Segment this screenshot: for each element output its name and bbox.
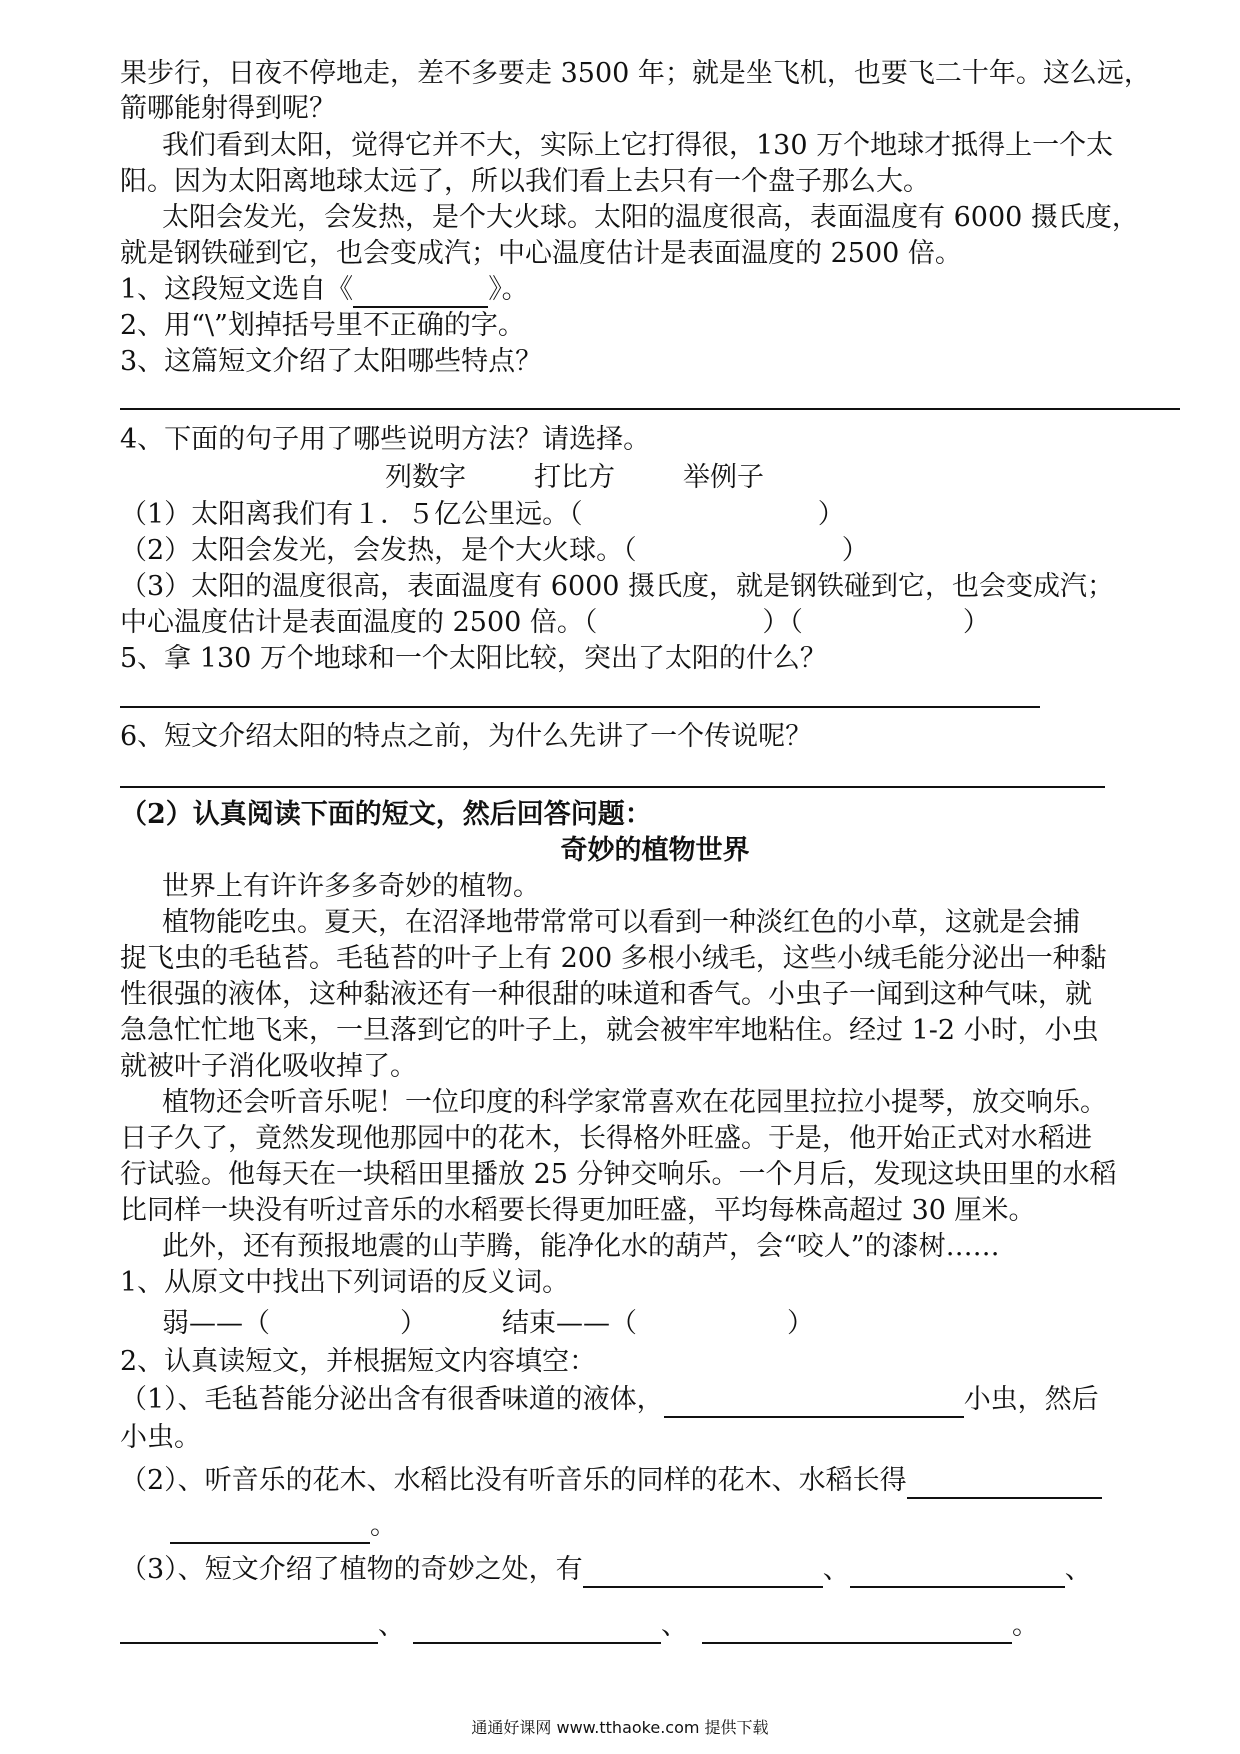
section-heading: （2）认真阅读下面的短文，然后回答问题： <box>120 799 652 830</box>
antonym-row <box>162 1306 1180 1342</box>
passage-line: 性很强的液体，这种黏液还有一种很甜的味道和香气。小虫子一闻到这种气味，就 <box>120 979 1092 1010</box>
question-b2-3 <box>120 1608 1180 1644</box>
question-text: 1、这段短文选自《 <box>120 274 354 305</box>
question-text: （3）、短文介绍了植物的奇妙之处，有 <box>120 1554 583 1585</box>
page-footer: 通通好课网 www.tthaoke.com 提供下载 <box>471 1718 769 1737</box>
answer-blank[interactable] <box>850 1556 1065 1588</box>
passage-line: 我们看到太阳，觉得它并不大，实际上它打得很，130 万个地球才抵得上一个太 <box>162 130 1114 161</box>
question-5: 5、拿 130 万个地球和一个太阳比较，突出了太阳的什么？ <box>120 643 827 674</box>
passage-line: 就被叶子消化吸收掉了。 <box>120 1051 417 1082</box>
answer-line[interactable] <box>120 786 1105 788</box>
question-4: 4、下面的句子用了哪些说明方法？请选择。 <box>120 424 651 455</box>
antonym-label: 结束——（ <box>502 1308 637 1339</box>
question-2: 2、用“\”划掉括号里不正确的字。 <box>120 310 525 341</box>
passage-line: 阳。因为太阳离地球太远了，所以我们看上去只有一个盘子那么大。 <box>120 166 930 197</box>
answer-blank[interactable] <box>583 1556 823 1588</box>
question-text: （2）、听音乐的花木、水稻比没有听音乐的同样的花木、水稻长得 <box>120 1465 907 1496</box>
paren: ） <box>841 535 869 566</box>
paren: ） <box>817 499 845 530</box>
answer-blank[interactable] <box>907 1467 1102 1499</box>
question-b2-1 <box>120 1382 1180 1418</box>
answer-line[interactable] <box>120 706 1040 708</box>
passage-line: 此外，还有预报地震的山芋腾，能净化水的葫芦，会“咬人”的漆树…… <box>162 1231 1000 1262</box>
passage-line: 就是钢铁碰到它，也会变成汽；中心温度估计是表面温度的 2500 倍。 <box>120 238 962 269</box>
passage-title: 奇妙的植物世界 <box>560 835 750 866</box>
passage-line: 急急忙忙地飞来，一旦落到它的叶子上，就会被牢牢地粘住。经过 1-2 小时，小虫 <box>120 1015 1099 1046</box>
paren: ） <box>787 1308 814 1339</box>
option-label: 举例子 <box>683 462 764 493</box>
question-text: （1）太阳离我们有１．５亿公里远。（ <box>120 499 583 530</box>
question-4-3: （3）太阳的温度很高，表面温度有 6000 摄氏度，就是钢铁碰到它，也会变成汽； <box>120 571 1115 602</box>
separator: 、 <box>822 1554 850 1585</box>
option-label: 列数字 <box>385 462 466 493</box>
question-1 <box>120 272 1180 308</box>
answer-blank[interactable] <box>120 1612 378 1644</box>
passage-line: 世界上有许许多多奇妙的植物。 <box>162 871 540 902</box>
question-text: 》。 <box>488 274 529 305</box>
method-options <box>385 460 1180 496</box>
option-label: 打比方 <box>534 462 615 493</box>
answer-blank[interactable] <box>702 1612 1012 1644</box>
passage-line: 植物还会听音乐呢！一位印度的科学家常喜欢在花园里拉拉小提琴，放交响乐。 <box>162 1087 1107 1118</box>
question-b1: 1、从原文中找出下列词语的反义词。 <box>120 1267 570 1298</box>
passage-line: 捉飞虫的毛毡苔。毛毡苔的叶子上有 200 多根小绒毛，这些小绒毛能分泌出一种黏 <box>120 943 1107 974</box>
answer-blank[interactable] <box>353 276 488 308</box>
paren: ） <box>962 607 990 638</box>
question-b2-3 <box>120 1552 1180 1588</box>
answer-blank[interactable] <box>413 1612 661 1644</box>
question-3: 3、这篇短文介绍了太阳哪些特点？ <box>120 346 543 377</box>
answer-blank[interactable] <box>170 1512 370 1544</box>
passage-line: 行试验。他每天在一块稻田里播放 25 分钟交响乐。一个月后，发现这块田里的水稻 <box>120 1159 1117 1190</box>
period: 。 <box>370 1510 397 1541</box>
passage-line: 日子久了，竟然发现他那园中的花木，长得格外旺盛。于是，他开始正式对水稻进 <box>120 1123 1092 1154</box>
passage-line: 太阳会发光，会发热，是个大火球。太阳的温度很高，表面温度有 6000 摄氏度， <box>162 202 1139 233</box>
period: 。 <box>1012 1610 1039 1641</box>
question-text: 中心温度估计是表面温度的 2500 倍。（ <box>120 607 598 638</box>
separator: 、 <box>661 1610 688 1641</box>
question-text: （1）、毛毡苔能分泌出含有很香味道的液体， <box>120 1384 664 1415</box>
passage-line: 植物能吃虫。夏天，在沼泽地带常常可以看到一种淡红色的小草，这就是会捕 <box>162 907 1080 938</box>
passage-line: 比同样一块没有听过音乐的水稻要长得更加旺盛，平均每株高超过 30 厘米。 <box>120 1195 1036 1226</box>
passage-line: 箭哪能射得到呢？ <box>120 93 336 124</box>
question-b2-2 <box>120 1463 1180 1499</box>
question-text: （2）太阳会发光，会发热，是个大火球。（ <box>120 535 637 566</box>
question-b2: 2、认真读短文，并根据短文内容填空： <box>120 1346 597 1377</box>
paren: ） <box>762 607 790 638</box>
question-4-2 <box>120 533 1180 569</box>
paren: （ <box>789 607 803 638</box>
question-b2-2 <box>170 1508 1180 1544</box>
question-b2-1: 小虫。 <box>120 1422 201 1453</box>
separator: 、 <box>378 1610 405 1641</box>
separator: 、 <box>1064 1554 1092 1585</box>
question-6: 6、短文介绍太阳的特点之前，为什么先讲了一个传说呢？ <box>120 721 813 752</box>
question-text: 小虫，然后 <box>963 1384 1099 1415</box>
question-4-3 <box>120 605 1180 641</box>
question-4-1 <box>120 497 1180 533</box>
answer-blank[interactable] <box>664 1386 964 1418</box>
paren: ） <box>400 1308 427 1339</box>
passage-line: 果步行，日夜不停地走，差不多要走 3500 年；就是坐飞机，也要飞二十年。这么远， <box>120 58 1151 89</box>
antonym-label: 弱——（ <box>162 1308 270 1339</box>
answer-line[interactable] <box>120 408 1180 410</box>
